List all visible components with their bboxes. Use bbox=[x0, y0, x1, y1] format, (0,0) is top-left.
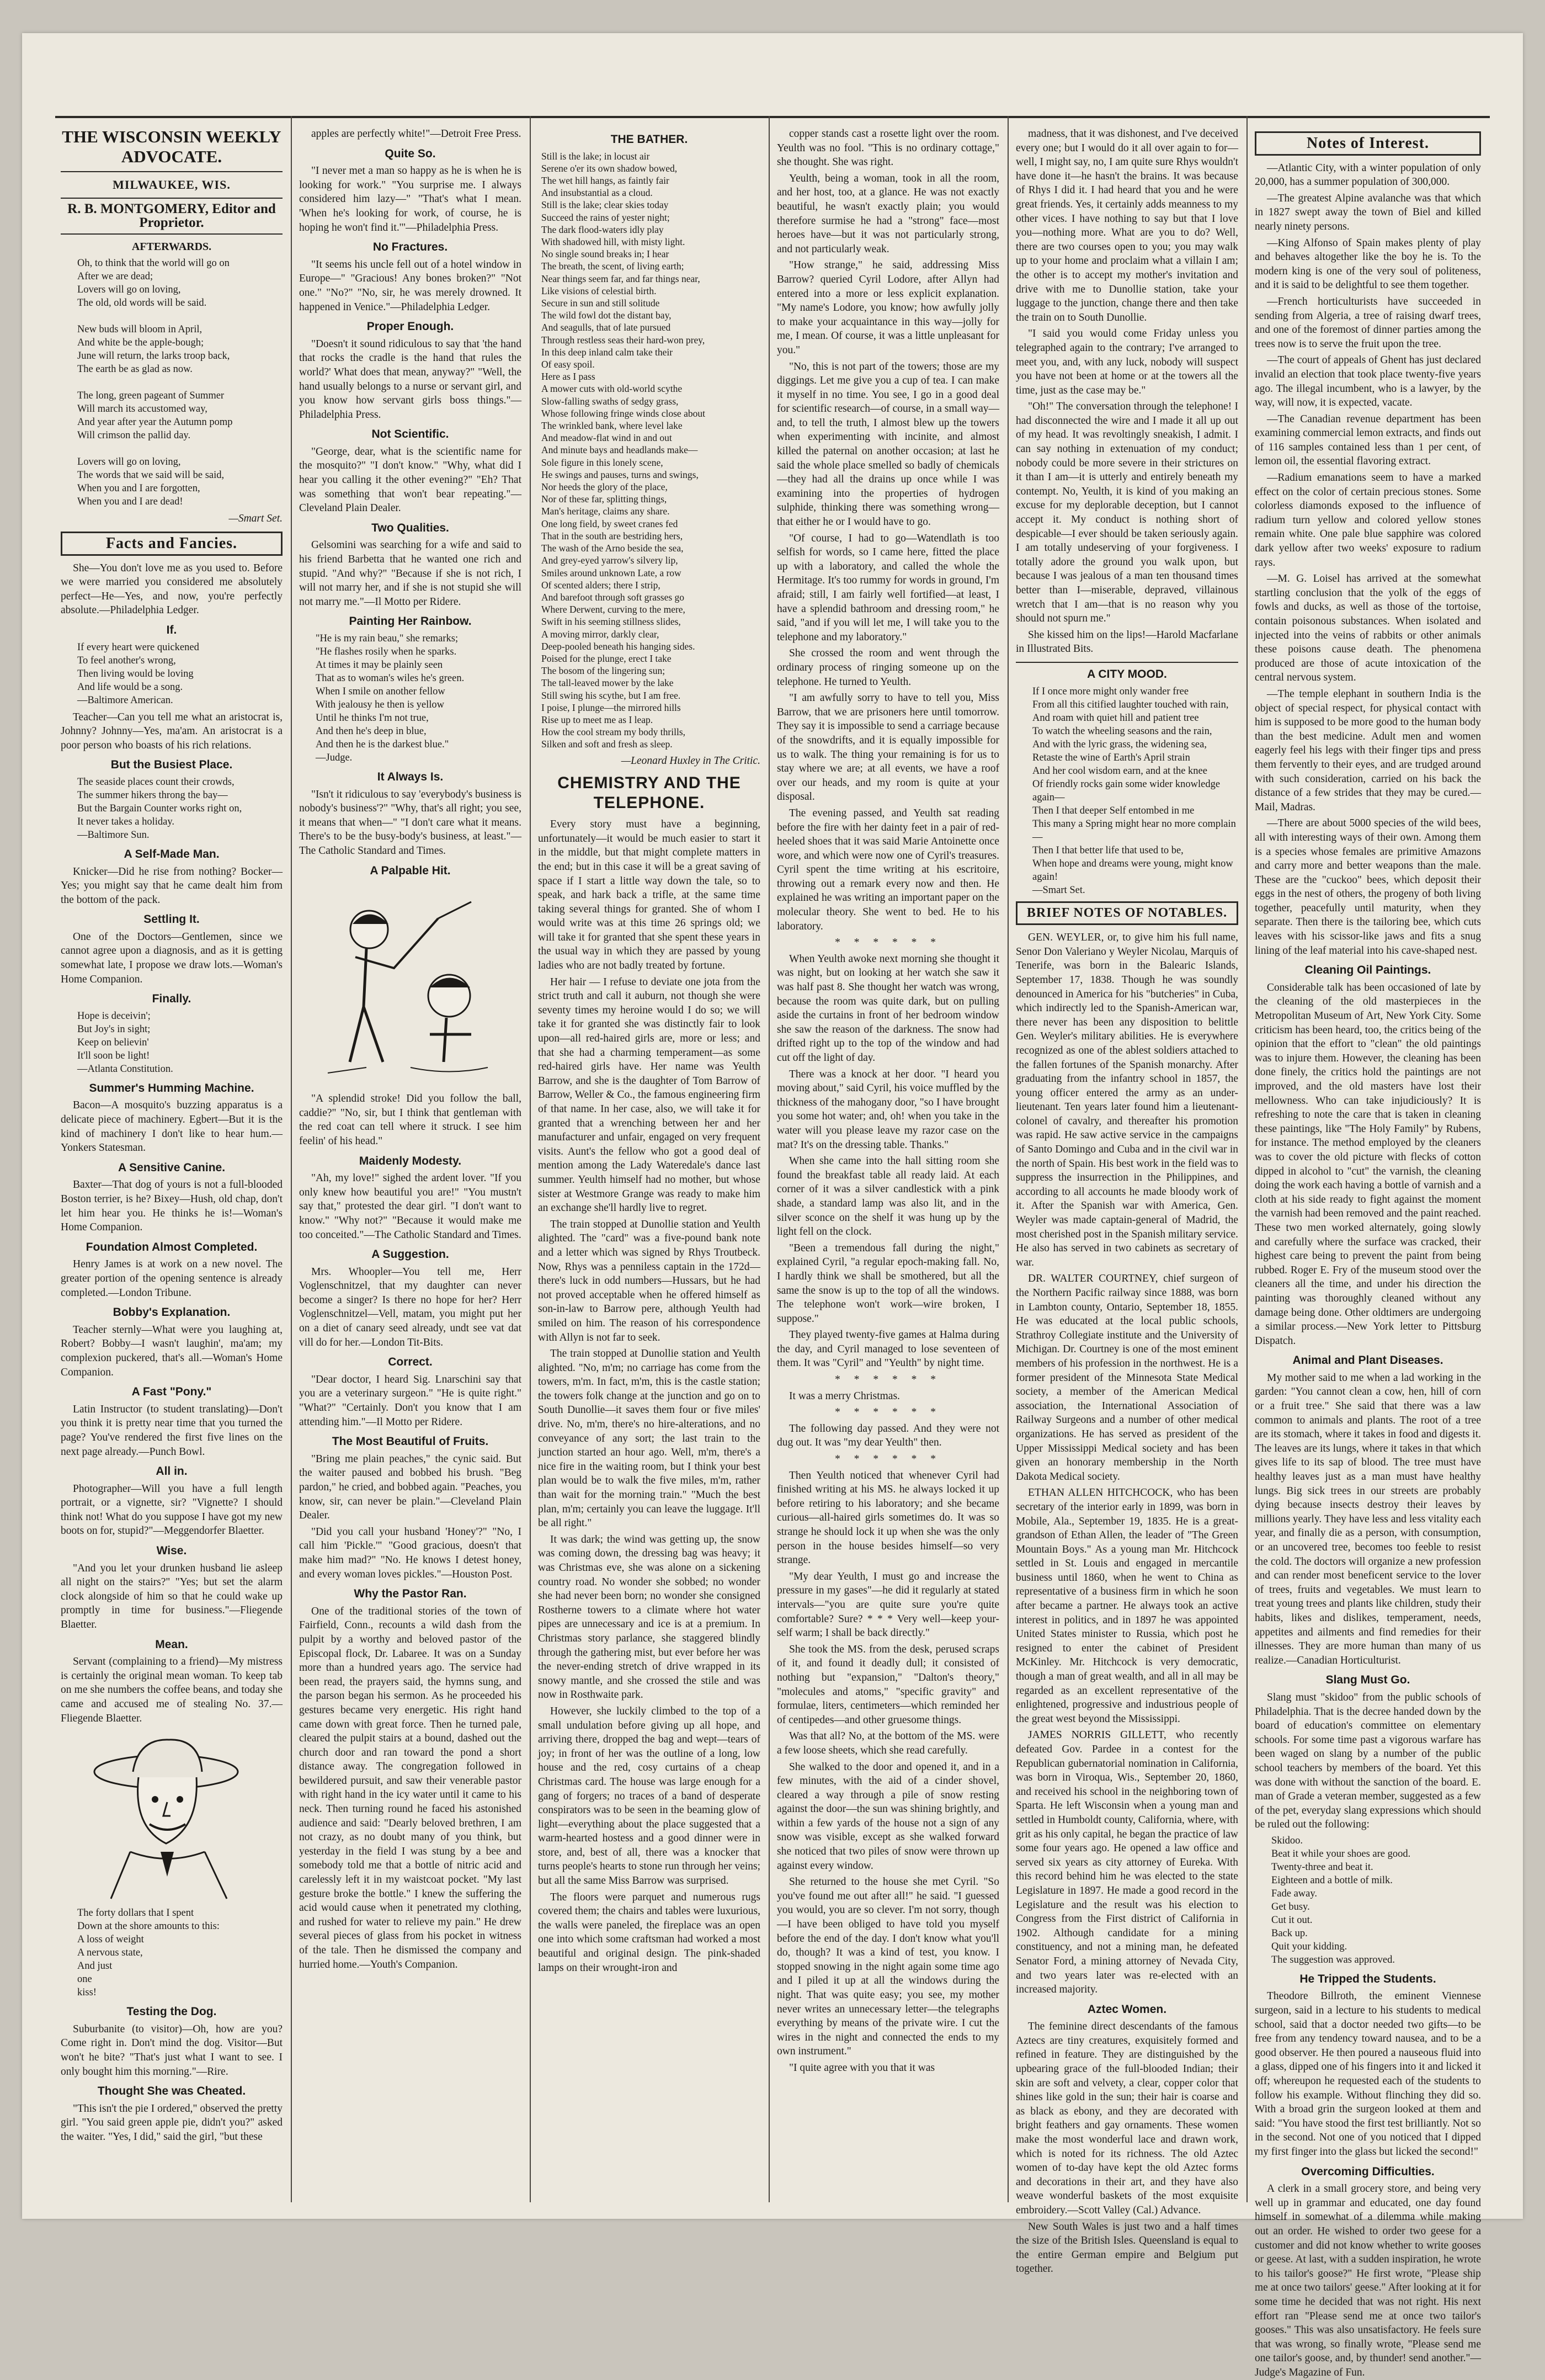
paragraph: —King Alfonso of Spain makes plenty of play and behaves altogether like the boy he is. To the modern king is one of the very soul of politeness, and it is said to be delightful to see them together. bbox=[1255, 237, 1481, 291]
paragraph: She took the MS. from the desk, perused scraps of it, and found it deadly dull; it consisted of nothing but "expansion," "Dalton's theory," "molecules and atoms," "specific gravity" and formulae, liters, centimeters—which reminded her of centipedes—and other gruesome things. bbox=[777, 1643, 999, 1726]
masthead-title: THE WISCONSIN WEEKLY ADVOCATE. bbox=[61, 127, 283, 172]
paragraph: New South Wales is just two and a half times the size of the British Isles. Queensland is equal to the entire German empire and Belgium put together. bbox=[1016, 2220, 1238, 2275]
paragraph: —The greatest Alpine avalanche was that which in 1827 swept away the town of Biel and killed nearly ninety persons. bbox=[1255, 192, 1481, 232]
top-rule bbox=[55, 116, 1490, 118]
paragraph: apples are perfectly white!"—Detroit Free Press. bbox=[311, 128, 521, 140]
poem: The forty dollars that I spent Down at the shore amounts to this: A loss of weight A nervous state, And just one kiss! bbox=[77, 1908, 220, 1999]
paragraph: "Doesn't it sound ridiculous to say that 'the hand that rocks the cradle is the hand that rules the world?' What does that mean, anyway?" "Well, the hand usually belongs to a nurse or servant girl, and you know how servant girls boss things."—Philadelphia Press. bbox=[299, 338, 521, 421]
paragraph: —The temple elephant in southern India is the object of special respect, for physical contact with him is supposed to be more good to the human body than the best medicine. Adult men and women eagerly feel his legs with their finger tips and press them fervently to their eyes, and are trudged around with such consideration, carried on his back the distance of a few strides that they may be cured.—Mail, Madras. bbox=[1255, 688, 1481, 813]
paragraph: Suburbanite (to visitor)—Oh, how are you? Come right in. Don't mind the dog. Visitor—But won't he bite? "That's just what I want to see. I only bought him this morning."—Rire. bbox=[61, 2023, 283, 2078]
paragraph: She walked to the door and opened it, and in a few minutes, with the aid of a cinder shovel, cleared a way through a pile of snow resting against the door—the sun was shining brightly, and within a few yards of the house not a sign of any snow was visible, except as she walked forward she noticed that two piles of snow were thrown up against every window. bbox=[777, 1761, 999, 1872]
cartoon-man-illustration bbox=[72, 1733, 271, 1899]
paragraph: —M. G. Loisel has arrived at the somewhat startling conclusion that the yolk of the eggs of fowls and ducks, as well as those of the tortoise, contain poisonous substances. When isolated and injected into the veins of rabbits or other animals these poisons cause death. The phenomena produced are those of acute intoxication of the central nervous system. bbox=[1255, 573, 1481, 684]
paragraph: "It seems his uncle fell out of a hotel window in Europe—" "Gracious! Any bones broken?" "Not one." "No?" "No, sir, he was merely drowned. It happened in Venice."—Philadelphia Ledger. bbox=[299, 258, 521, 313]
section-break: * * * * * * bbox=[835, 1374, 941, 1386]
article-title: A Suggestion. bbox=[371, 1248, 449, 1261]
paragraph: Considerable talk has been occasioned of late by the cleaning of the old masterpieces in the Metropolitan Museum of Art, New York City. Some criticism has been heard, too, the critics being of the opinion that the effort to "clean" the old paintings was to injure them. However, the cleaning has been done finely, the critics hold the paintings are not improved, and the old masters have lost their mellowness. Who can take injudiciously? It is refreshing to note the care that is taken in cleaning these paintings, like "The Holy Family" by Rubens, for instance. The method employed by the cleaners was to cover the old picture with flecks of cotton dipped in alcohol to "cut" the varnish, the cleaning doing the work each having a bottle of varnish and a cloth at his side ready to fight against the moment the varnish had been removed and the paint reached. These two men worked alternately, going slowly and carefully where the surface was cracked, their highest care being to prevent the paint from being rubbed. Roger E. Fry of the museum stood over the cleaners all the time, and under his direction the painting was thoroughly cleaned without any damage being done. Other oldtimers are undergoing a similar process.—New York letter to Pittsburg Dispatch. bbox=[1255, 981, 1481, 1347]
article-title: But the Busiest Place. bbox=[110, 758, 233, 772]
paragraph: The floors were parquet and numerous rugs covered them; the chairs and tables were luxurious, the walls were paneled, the fireplace was an open one into which some craftsman had worked a most beautiful and original design. The pink-shaded lamps on their wrought-iron and bbox=[538, 1891, 760, 1974]
newspaper-page bbox=[22, 33, 1523, 2378]
paragraph: —French horticulturists have succeeded in sending from Algeria, a tree of raising dwarf trees, and one of the foremost of dinner parties among the trees now is to serve the fruit upon the tree. bbox=[1255, 295, 1481, 350]
paragraph: "This isn't the pie I ordered," observed the pretty girl. "You said green apple pie, didn't you?" asked the waiter. "Yes, I did," said the girl, "but these bbox=[61, 2102, 283, 2143]
paragraph: Gelsomini was searching for a wife and said to his friend Barbetta that he wanted one rich and stupid. "And why?" "Because if she is not rich, I will not marry her, and if she is not stupid she will not marry me."—Il Motto per Ridere. bbox=[299, 539, 521, 608]
paragraph: "I never met a man so happy as he is when he is looking for work." "You surprise me. I always considered him lazy—" "That's what I mean. 'When he's looking for work, of course, he is hoping he won't find it.'"—Philadelphia Press. bbox=[299, 165, 521, 233]
masthead bbox=[61, 127, 283, 235]
paragraph: Teacher—Can you tell me what an aristocrat is, Johnny? Johnny—Yes, ma'am. An aristocrat is a poor person who boasts of his rich relations. bbox=[61, 711, 283, 751]
article-title: Correct. bbox=[388, 1356, 433, 1369]
golf-cartoon-illustration bbox=[311, 885, 510, 1084]
paragraph: "A splendid stroke! Did you follow the ball, caddie?" "No, sir, but I think that gentleman with the red coat can tell where it struck. I see him feelin' of his head." bbox=[299, 1093, 521, 1147]
section-header: BRIEF NOTES OF NOTABLES. bbox=[1016, 901, 1238, 926]
article-title: Testing the Dog. bbox=[126, 2005, 217, 2018]
paragraph: Her hair — I refuse to deviate one jota from the strict truth and call it auburn, not though she were seventy times my heroine would I do so; we will take it for granted she was distinctly fair to look upon—all red-haired girls are, more or less; and that she had a charming temperament—as some red-haired girls have. Her name was Yeulth Barrow, and she is the daughter of Tom Barrow of Barrow, Weller & Co., the famous engineering firm of that name. In her case, also, we will take it for granted that a wrenching between her and her manufacturer and unfair, engaged on very frequent visits. Aunt's the fellow who got a good deal of mention among the Lady Wateredale's dance last summer. Yeulth himself had no mother, but whose sister at Westmore Grange was ready to make him an exchange she'll hardly live to regret. bbox=[538, 976, 760, 1214]
paragraph: The train stopped at Dunollie station and Yeulth alighted. The "card" was a five-pound bank note and a letter which was signed by Rhys Troutbeck. Now, Rhys was a penniless captain in the 172d—there's luck in odd numbers—Hussars, but he had not proved acceptable when he offered himself as son-in-law to Barrow pere, although Yeulth had smiled on him. The reason of his correspondence with Allyn is not far to seek. bbox=[538, 1218, 760, 1343]
article-title: Why the Pastor Ran. bbox=[354, 1587, 467, 1601]
paragraph: "George, dear, what is the scientific name for the mosquito?" "I don't know." "Why, what did I hear you calling it the other evening?" "Eh? That was something that won't bear repeating."—Cleveland Plain Dealer. bbox=[299, 445, 521, 514]
column-5 bbox=[1016, 127, 1238, 2275]
poem: If I once more might only wander free From all this citified laughter touched with rain, And roam with quiet hill and patient tree To watch the wheeling seasons and the rain, And with the lyric grass, the widening sea, Retaste the wine of Earth's April strain And her cool wisdom earn, and at the knee Of friendly rocks gain some wider knowledge again— Then I that deeper Self entombed in me This many a Spring might hear no more complain— Then I that better life that used to be, When hope and dreams were young, might know again! —Smart Set. bbox=[1032, 686, 1236, 896]
article-title: A Fast "Pony." bbox=[131, 1385, 212, 1399]
article-title: A CITY MOOD. bbox=[1016, 662, 1238, 682]
section-break: * * * * * * bbox=[835, 1453, 941, 1465]
masthead-place: MILWAUKEE, WIS. bbox=[113, 178, 231, 192]
article-title: A Self-Made Man. bbox=[124, 847, 220, 860]
paragraph: —There are about 5000 species of the wild bees, all with interesting ways of their own. Among them is a species whose females are primitive Amazons and carry more and better weapons than the male. These are the "cuckoo" bees, which deposit their eggs in the nest of others, the progeny of both living together, peacefully until maturity, when they separate. Then there is the tailoring bee, which cuts leaves with his scissor-like jaws and fits a snug lining of the leaf material into his cave-shaped nest. bbox=[1255, 817, 1481, 957]
masthead-editor: R. B. MONTGOMERY, Editor and Proprietor. bbox=[61, 198, 283, 235]
paragraph: Baxter—That dog of yours is not a full-blooded Boston terrier, is he? Bixey—Hush, old chap, don't let him hear you. He thinks he is!—Woman's Home Companion. bbox=[61, 1179, 283, 1234]
article-title: Overcoming Difficulties. bbox=[1301, 2165, 1435, 2178]
paragraph: "I said you would come Friday unless you telegraphed again to the contrary; I've arranged to meet you, and, with any luck, nobody will suspect you have not been at home or at the towers all the time, just as the case may be." bbox=[1016, 328, 1238, 396]
section-header: Facts and Fancies. bbox=[61, 532, 283, 556]
paragraph: —The Canadian revenue department has been examining commercial lemon extracts, and finds out of 116 samples contained less than 1 per cent, of lemon oil, the essential flavoring extract. bbox=[1255, 413, 1481, 468]
paragraph: It was dark; the wind was getting up, the snow was coming down, the dressing bag was heavy; it was Christmas eve, she was alone on a sickening country road. No wonder she sobbed; no wonder she had never been born; no wonder she consigned Rostherne towers to a climate where hot water pipes are unnecessary and ice is at a premium. In Christmas story parlance, she staggered blindly through the gathering mist, but ever before her was the never-ending stretch of drive wrapped in its snowy mantle, and she crossed the stile and was now in Rosthwaite park. bbox=[538, 1533, 760, 1701]
paragraph: Servant (complaining to a friend)—My mistress is certainly the original mean woman. To keep tab on me she numbers the coffee beans, and today she came and accused me of stealing No. 37.—Fliegende Blaetter. bbox=[61, 1656, 283, 1724]
paragraph: "How strange," he said, addressing Miss Barrow? queried Cyril Lodore, after Allyn had entered into a more or less explicit explanation. "My name's Lodore, you know; how awfully jolly to make your acquaintance in this way—jolly for me, I mean. Of course, it was a little unpleasant for you." bbox=[777, 259, 999, 356]
article-title: If. bbox=[166, 623, 177, 636]
paragraph: "Of course, I had to go—Watendlath is too selfish for words, so I came here, fitted the place up with a laboratory, and called the whole the Hermitage. It's too rummy for words in ground, I'm afraid; still, I am fairly well fortified—at least, I have a splendid bathroom and dressing room," he said, "and if you will let me, I will take you to the telephone and my laboratory." bbox=[777, 532, 999, 643]
paragraph: When she came into the hall sitting room she found the breakfast table all ready laid. At each corner of it was a silver candlestick with a pink shade, a standard lamp was also lit, and in the silver sconce on the shelf it was hung up by the light fell on the clock. bbox=[777, 1155, 999, 1238]
article-title: Bobby's Explanation. bbox=[113, 1306, 231, 1319]
paragraph: Then Yeulth noticed that whenever Cyril had finished writing at his MS. he always locked it up before retiring to his laboratory; and she became curious—all-haired girls sometimes do. It was so strange he should lock it up when she was the only person in the house besides himself—so very strange. bbox=[777, 1469, 999, 1566]
column-4 bbox=[777, 127, 999, 2202]
article-title: Quite So. bbox=[385, 147, 436, 160]
article-title: Not Scientific. bbox=[371, 428, 449, 441]
slang-list: Skidoo. Beat it while your shoes are good. Twenty-three and beat it. Eighteen and a bottle of milk. Fade away. Get busy. Cut it out. Back up. Quit your kidding. The suggestion was approved. bbox=[1271, 1835, 1411, 1965]
paragraph: Bacon—A mosquito's buzzing apparatus is a delicate piece of machinery. Egbert—But it is the kind of machinery I don't like to hear hum.—Yonkers Statesman. bbox=[61, 1099, 283, 1154]
paragraph: The following day passed. And they were not dug out. It was "my dear Yeulth" then. bbox=[777, 1422, 999, 1449]
paragraph: "No, this is not part of the towers; those are my diggings. Let me give you a cup of tea. I can make it myself in no time. You see, I go in a good deal for scientific research—of course, in a small way—and, to tell the truth, I almost blew up the towers when experimenting with incinite, and almost killed the paternal on another occasion; at last he said the whole place smelled so badly of chemicals—they had all the drains up once while I was examining into the properties of hydrogen sulphide, thinking there was something wrong—that either he or I would have to go. bbox=[777, 360, 999, 528]
article-title: Mean. bbox=[155, 1638, 188, 1651]
paragraph: Slang must "skidoo" from the public schools of Philadelphia. That is the decree handed down by the board of education's committee on elementary schools. For some time past a vigorous warfare has been waged on slang by a number of the public school teachers by members of the board. Yet this was done with without the sanction of the board. E. man of Grade a veteran member, suggested as a few of the pet, everyday slang expressions which should be ruled out the following: bbox=[1255, 1691, 1481, 1831]
article-title: Thought She was Cheated. bbox=[97, 2085, 246, 2098]
article-title: A Sensitive Canine. bbox=[118, 1161, 226, 1174]
article-title: It Always Is. bbox=[377, 771, 444, 783]
article-title: Finally. bbox=[152, 992, 191, 1006]
paragraph: "And you let your drunken husband lie asleep all night on the stairs?" "Yes; but set the alarm clock alongside of him so that he could wake up promptly in time for business."—Fliegende Blaetter. bbox=[61, 1562, 283, 1631]
column-6 bbox=[1255, 127, 1481, 2378]
paragraph: "Been a tremendous fall during the night," explained Cyril, "a regular epoch-making fall. No, I hardly think we shall be smothered, but all the same the snow is up to the top of all the windows. The telephone won't work—wire broken, I suppose." bbox=[777, 1242, 999, 1325]
paragraph: One of the traditional stories of the town of Fairfield, Conn., recounts a wild dash from the pulpit by a worthy and beloved pastor of the Episcopal flock, Dr. Labaree. It was on a Sunday more than a hundred years ago. The service had been read, the prayers said, the hymns sung, and the parson began his sermon. As he proceeded his gestures became very energetic. His right hand came down with great force. Then he turned pale, cleared the pulpit stairs at a bound, dashed out the church door and ran toward the pond a short distance away. The congregation followed in bewildered pursuit, and saw their venerable pastor with right hand in the icy water until it came to his neck. Then turning round he faced his astonished audience and said: "Dearly beloved brethren, I am not crazy, as no doubt many of you think, but yesterday in the field I was stung by a bee and somebody told me that a bottle of nitric acid and carelessly left it in my waistcoat pocket. "My last gesture broke the bottle." I knew the suffering the acid would cause when it penetrated my clothing, and rushed for water to relieve my pain." He drew several pieces of glass from his pocket in witness of the tale. Then he dismissed the company and hurried home.—Youth's Companion. bbox=[299, 1605, 521, 1970]
paragraph: copper stands cast a rosette light over the room. Yeulth was no fool. "This is no ordinary cottage," she thought. She was right. bbox=[777, 128, 999, 168]
article-title: Wise. bbox=[156, 1544, 187, 1558]
paragraph: The train stopped at Dunollie station and Yeulth alighted. "No, m'm; no carriage has come from the towers, m'm. In fact, m'm, this is the castle station; the towers folk change at the junction and go on to South Dunollie—it saves them four or five miles' drive. No, m'm, there's no hire-alterations, and no conveyance of any sort; the last train to the junction started an hour ago. Well, m'm, there's a nice fire in the waiting room, but I think your best plan would be to walk the five miles, m'm, rather than wait for the morning train." "Much the best plan, m'm; certainly you can leave the luggage. It'll be all right." bbox=[538, 1348, 760, 1529]
article-title: AFTERWARDS. bbox=[131, 240, 212, 253]
paragraph: There was a knock at her door. "I heard you moving about," said Cyril, his voice muffled by the thickness of the mahogany door, "so I have brought you some hot water; and, oh! when you take in the water will you please leave my razor case on the mat? It's on the dressing table. Thanks." bbox=[777, 1068, 999, 1151]
paragraph: "Bring me plain peaches," the cynic said. But the waiter paused and bobbed his brush. "Beg pardon," he cried, and bobbed again. "Peaches, you know, sir, can never be plain."—Cleveland Plain Dealer. bbox=[299, 1453, 521, 1522]
paragraph: However, she luckily climbed to the top of a small undulation before giving up all hope, and arriving there, dropped the bag and wept—tears of joy; in front of her was the outline of a long, low house and the red, cosy curtains of a cheap Christmas card. The house was large enough for a gang of forgers; no traces of a band of desperate conspirators was to be seen in the beaming glow of light—everything about the place suggested that a warm-hearted hostess and a good dinner were in store, and, best of all, there was a knocker that turns people's hearts to stone run through her veins; but all the same Miss Barrow was surprised. bbox=[538, 1705, 760, 1887]
column-divider bbox=[1008, 116, 1009, 2202]
paragraph: "Dear doctor, I heard Sig. Lnarschini say that you are a veterinary surgeon." "He is quite right." "What?" "Certainly. Don't you know that I am attending him."—Il Motto per Ridere. bbox=[299, 1373, 521, 1428]
paragraph: Theodore Billroth, the eminent Viennese surgeon, said in a lecture to his students to medical school, said that a doctor needed two gifts—to be free from any tendency toward nausea, and to be a good observer. He then poured a nauseous fluid into a glass, dipped one of his fingers into it and licked it off; whereupon he requested each of the students to follow his example. Without flinching they did so. With a broad grin the surgeon looked at them and said: "You have stood the first test brilliantly. Not so in the second. Not one of you noticed that I dipped my first finger into the glass but licked the second!" bbox=[1255, 1990, 1481, 2158]
article-title: Proper Enough. bbox=[366, 320, 454, 333]
paragraph: Photographer—Will you have a full length portrait, or a vignette, sir? "Vignette? I should think not! What do you suppose I have got my new boots on for, stupid?"—Meggendorfer Blaetter. bbox=[61, 1483, 283, 1537]
column-divider bbox=[1246, 116, 1248, 2202]
paragraph: It was a merry Christmas. bbox=[789, 1390, 900, 1402]
article-title: No Fractures. bbox=[372, 241, 448, 254]
article-title: Two Qualities. bbox=[371, 521, 449, 534]
column-divider bbox=[291, 116, 292, 2202]
article-title: Foundation Almost Completed. bbox=[86, 1240, 258, 1253]
article-title: A Palpable Hit. bbox=[370, 864, 451, 877]
paragraph: "Ah, my love!" sighed the ardent lover. "If you only knew how beautiful you are!" "You mustn't say that," protested the dear girl. "I don't want to know." "Why not?" "Because it would make me too conceited."—The Catholic Standard and Times. bbox=[299, 1172, 521, 1241]
paragraph: A clerk in a small grocery store, and being very well up in grammar and educated, one day found himself in somewhat of a dilemma while making out an order. He wished to order two geese for a customer and did not know whether to write gooses or geese. At last, with a sudden inspiration, he wrote to his tailor's goose?" He first wrote, "Please ship me at once two tailors' geese." After looking at it for some time he decided that was not right. His next effort ran "Please send me at once two tailor's gooses." This was also unsatisfactory. He feels sure that was wrong, so finally wrote, "Please send me one tailor's goose, and, by thunder! send another."—Judge's Magazine of Fun. bbox=[1255, 2183, 1481, 2378]
section-break: * * * * * * bbox=[835, 937, 941, 949]
paragraph: My mother said to me when a lad working in the garden: "You cannot clean a cow, hen, hill of corn or a fruit tree." She said that there was a law common to animals and plants. The root of a tree are its stomach, where it takes in food and digests it. The leaves are its lungs, where it takes in that which gives life to its sap of blood. The tree must have healthy leaves just as a man must have healthy lungs. Big sick trees in our streets are probably dying because insects destroy their leaves by millions yearly. They have less and less vitality each year, and finally die as a person, with consumption, or an uncovered tree, becomes too feeble to resist the cold. The doctors will organize a new profession and can render most beneficent service to the lover of trees, fruits and vegetables. We must learn to treat young trees and plants like children, study their habits, likes and dislikes, temperament, needs, appetites and ailments and find remedies for their illnesses. They are more human than many of us realize.—Canadian Horticulturist. bbox=[1255, 1372, 1481, 1666]
poem: The seaside places count their crowds, The summer hikers throng the bay— But the Bargain Counter works right on, It never takes a holiday. —Baltimore Sun. bbox=[77, 776, 242, 841]
paragraph: Knicker—Did he rise from nothing? Bocker—Yes; you might say that he came dealt him from the bottom of the pack. bbox=[61, 865, 283, 906]
article-title: THE BATHER. bbox=[610, 133, 688, 146]
poem: Hope is deceivin'; But Joy's in sight; Keep on believin' It'll soon be light! —Atlanta Constitution. bbox=[77, 1010, 173, 1075]
paragraph: GEN. WEYLER, or, to give him his full name, Senor Don Valeriano y Weyler Nicolau, Marquis of Tenerife, was born in the Balearic Islands, September 17, 1838. Though he was soundly denounced in America for his "butcheries" in Cuba, which indirectly led to the Spanish-American war, there never has been any disposition to belittle Gen. Weyler's military abilities. He is everywhere recognized as one of the ablest soldiers attached to the fallen fortunes of the Spanish monarchy. After graduating from the infantry school in 1857, the young officer entered the army as an under-lieutenant. Ten years later found him a lieutenant-colonel of cavalry, and thereafter his promotion was rapid. He saw active service in the campaigns of Santo Domingo and Cuba and in the civil war in the north of Spain. His best work in the field was to suppress the insurrection in the Philippines, and according to all accounts he made bloody work of it. After the Spanish war with America, Gen. Weyler was made captain-general of Madrid, the most cherished post in the Spanish military service. He also has served in two cabinets as secretary of war. bbox=[1016, 932, 1238, 1268]
paragraph: —Radium emanations seem to have a marked effect on the color of certain precious stones. Some colorless diamonds exposed to the influence of radium turn yellow and colored yellow stones remain white. One pale blue sapphire was colored dark yellow after two weeks' exposure to radium rays. bbox=[1255, 472, 1481, 569]
paragraph: Mrs. Whoopler—You tell me, Herr Voglenschnitzel, that my daughter can never become a singer? Is there no hope for her? Herr Voglenschnitzel—Vell, matam, you might put her on a diet of canary seed already, undt see vat dat vill do for her.—London Tit-Bits. bbox=[299, 1266, 521, 1348]
column-divider bbox=[530, 116, 531, 2202]
poem: Oh, to think that the world will go on After we are dead; Lovers will go on loving, The old, old words will be said. New buds will bloom in April, And white be the apple-bough; June will return, the larks troop back, The earth be as glad as now. The long, green pageant of Summer Will march its accustomed way, And year after year the Autumn pomp Will crimson the pallid day. Lovers will go on loving, The words that we said will be said, When you and I are forgotten, When you and I are dead! bbox=[77, 258, 233, 508]
paragraph: They played twenty-five games at Halma during the day, and Cyril managed to lose seventeen of them. It was "Cyril" and "Yeulth" by night time. bbox=[777, 1329, 999, 1369]
paragraph: She returned to the house she met Cyril. "So you've found me out after all!" he said. "I guessed you would, you are so clever. I'm not sorry, though—I have been obliged to have told you myself before the end of the day. I don't know what you'll do, though? It was a kind of test, you know. I stopped snowing in the night again some time ago and I piled it up at all the windows during the night. That was quite easy; you see, my mother never writes an unnecessary letter—the telegraphs everything by means of the private wire. I cut the wires in the night and connected the ends to my own instrument." bbox=[777, 1876, 999, 2058]
poem: If every heart were quickened To feel another's wrong, Then living would be loving And life would be a song. —Baltimore American. bbox=[77, 641, 199, 706]
paragraph: Was that all? No, at the bottom of the MS. were a few loose sheets, which she read carefully. bbox=[777, 1730, 999, 1756]
paragraph: "I quite agree with you that it was bbox=[789, 2062, 935, 2074]
article-title: CHEMISTRY AND THE TELEPHONE. bbox=[557, 774, 741, 812]
paragraph: Henry James is at work on a new novel. The greater portion of the opening sentence is already completed.—London Tribune. bbox=[61, 1258, 283, 1299]
article-title: Painting Her Rainbow. bbox=[349, 615, 472, 628]
article-title: Maidenly Modesty. bbox=[359, 1154, 462, 1167]
article-title: Settling It. bbox=[143, 913, 200, 926]
column-3 bbox=[538, 127, 760, 2202]
article-title: Summer's Humming Machine. bbox=[89, 1081, 254, 1095]
paragraph: She—You don't love me as you used to. Before we were married you considered me absolutely perfect—He—Yes, and now, you're perfectly absolute.—Philadelphia Ledger. bbox=[61, 562, 283, 617]
paragraph: The feminine direct descendants of the famous Aztecs are tiny creatures, exquisitely formed and refined in feature. They are distinguished by the upbearing grace of the full-blooded Indian; their skin are soft and velvety, a clear, copper color that shines like gold in the sun; their hair is coarse and as black as ebony, and they are decorated with bright feathers and gay ornaments. These women make the most wonderful lace and drawn work, which is noted for its richness. The old Aztec women of to-day have kept the old Aztec forms and decorations in their art, and they have also weave wonderful baskets of the most exquisite embroidery.—Scott Valley (Cal.) Advance. bbox=[1016, 2021, 1238, 2216]
paragraph: Yeulth, being a woman, took in all the room, and her host, too, at a glance. He was not exactly beautiful, he wasn't exactly plain; you would therefore surmise he had a "strong" face—most heroes have—but it was not particularly strong, and not particularly weak. bbox=[777, 172, 999, 255]
paragraph: Teacher sternly—What were you laughing at, Robert? Bobby—I wasn't laughin', ma'am; my complexion puckered, that's all.—Woman's Home Companion. bbox=[61, 1324, 283, 1378]
paragraph: She kissed him on the lips!—Harold Macfarlane in Illustrated Bits. bbox=[1016, 629, 1238, 655]
article-title: All in. bbox=[156, 1465, 188, 1478]
credit: —Smart Set. bbox=[228, 513, 283, 525]
paragraph: "My dear Yeulth, I must go and increase the pressure in my gases"—he did it regularly at stated intervals—"you are quite sure you're quite comfortable? Sure? * * * Very well—keep your-self warm; I shall be back directly." bbox=[777, 1570, 999, 1639]
poem: Still is the lake; in locust air Serene o'er its own shadow bowed, The wet hill hangs, as faintly fair And insubstantial as a cloud. Still is the lake; clear skies today Succeed the rains of yester night; The dark flood-waters idly play With shadowed hill, with misty light. No single sound breaks in; I hear The breath, the scent, of living earth; Near things seem far, and far things near, Like visions of celestial birth. Secure in sun and still solitude The wild fowl dot the distant bay, And seagulls, that of late pursued Through restless seas their hard-won prey, In this deep inland calm take their Of easy spoil. Here as I pass A mower cuts with old-world scythe Slow-falling swaths of sedgy grass, Whose following fringe winds close about The wrinkled bank, where level lake And meadow-flat wind in and out And minute bays and headlands make— Sole figure in this lonely scene, He swings and pauses, turns and swings, Nor heeds the glory of the place, Nor of these far, splitting things, Man's heritage, claims any share. One long field, by sweet cranes fed That in the south are bestriding hers, The wash of the Arno beside the sea, And grey-eyed yarrow's silvery lip, Smiles around unknown Late, a row Of scented alders; there I strip, And barefoot through soft grasses go Where Derwent, curving to the mere, Swift in his seeming stillness slides, A moving mirror, darkly clear, Deep-pooled beneath his hanging sides. Poised for the plunge, erect I take The bosom of the lingering sun; The tall-leaved mower by the lake Still swing his scythe, but I am free. I poise, I plunge—the mirrored hills Rise up to meet me as I leap. How the cool stream my body thrills, Silken and soft and fresh as sleep. bbox=[541, 150, 705, 750]
section-break: * * * * * * bbox=[835, 1406, 941, 1419]
paragraph: —The court of appeals of Ghent has just declared invalid an election that took place twenty-five years ago. The illegal incumbent, who is a lawyer, by the way, will now, it is expected, vacate. bbox=[1255, 354, 1481, 409]
column-2 bbox=[299, 127, 521, 2202]
article-title: Animal and Plant Diseases. bbox=[1292, 1354, 1443, 1367]
paragraph: JAMES NORRIS GILLETT, who recently defeated Gov. Pardee in a contest for the Republican gubernatorial nomination in California, was born in Viroqua, Wis., September 20, 1860, and received his school in the neighboring town of Sparta. He left Wisconsin when a young man and settled in Humboldt county, California, where, with grit as his only capital, he began the practice of law some four years ago. He opened a law office and served six years as city attorney of Eureka. With this record behind him he was elected to the state Legislature in 1897. He made a good record in the Legislature and the result was his election to Congress from the First district of California in 1902. Although candidate for a mining constituency, and not a mining man, he defeated Senator Ford, a mining attorney of Nevada City, and two years later was re-elected with an increased majority. bbox=[1016, 1729, 1238, 1996]
paragraph: Every story must have a beginning, unfortunately—it would be much easier to start it in the middle, but that might complete matters in the end; but in this case it will be a great saving of space if I start a little way down the tale, so to speak, and hark back a trifle, at the same time taking several things for granted. She of whom I would write was at this time 26 springs old; we will take it for granted that she spent these years in the usual way in which they are passed by young ladies who are not badly treated by fortune. bbox=[538, 819, 760, 972]
credit: —Leonard Huxley in The Critic. bbox=[621, 755, 760, 767]
paragraph: "Isn't it ridiculous to say 'everybody's business is nobody's business'?" "Why, that's all right; you see, it means that when—" "I don't care what it means. There's to be the busy-body's business, at least."—The Catholic Standard and Times. bbox=[299, 788, 521, 857]
column-1 bbox=[61, 127, 283, 2202]
paragraph: The evening passed, and Yeulth sat reading before the fire with her dainty feet in a pair of red-heeled shoes that it was said Marie Antoinette once wore, and which were now one of Cyril's treasures. Cyril spent the time writing at his escritoire, throwing out a remark every now and then. He explained he was writing an important paper on the molecular theory. She went to bed. He to his laboratory. bbox=[777, 807, 999, 932]
article-title: Aztec Women. bbox=[1087, 2002, 1167, 2016]
paragraph: "Oh!" The conversation through the telephone! I had disconnected the wire and I made it all up out of my head. It was revoltingly sneakish, I admit. I can say nothing in extenuation of my conduct; nobody could be more severe in their strictures on it than I am—it is utterly and entirely beneath my contempt. No, Yeulth, it is kind of you making an excuse for my deplorable deception, but I cannot accept it. My conduct is nothing short of despicable—I ever should be taken seriously again. I am totally undeserving of your forgiveness. I totally adore the ground you walk upon, but because I was jealous of a man ten thousand times better than I—miserable, depraved, villainous wretch that I am—that is no reason why you should not spurn me." bbox=[1016, 401, 1238, 625]
poem: "He is my rain beau," she remarks; "He flashes rosily when he sparks. At times it may be plainly seen That as to woman's wiles he's green. When I smile on another fellow With jealousy he then is yellow Until he thinks I'm not true, And then he's deep in blue, And then he is the darkest blue." —Judge. bbox=[316, 633, 465, 763]
article-title: Cleaning Oil Paintings. bbox=[1304, 964, 1431, 977]
paragraph: "Did you call your husband 'Honey'?" "No, I call him 'Pickle.'" "Good gracious, doesn't that make him mad?" "No. He knows I detest honey, and every woman loves pickles."—Houston Post. bbox=[299, 1526, 521, 1580]
section-header: Notes of Interest. bbox=[1255, 131, 1481, 156]
article-title: Slang Must Go. bbox=[1325, 1674, 1410, 1687]
paragraph: madness, that it was dishonest, and I've deceived every one; but I would do it all over again to for—well, I might say, no, I am quite sure Rhys wouldn't have done it—he hasn't the brains. It was because of Rhys I did it. I had heard that you and he were great friends. Yes, it certainly adds meanness to my other vices. I have nothing to say but that I love you—nothing more. What are you to do? Well, there are two courses open to you; you may walk up to your home and proclaim what a villain I am; the other is to accept my mother's invitation and drive with me to Dunollie station, take your luggage to the junction, change there and then take the train on to South Dunollie. bbox=[1016, 128, 1238, 323]
paragraph: —Atlantic City, with a winter population of only 20,000, has a summer population of 300,000. bbox=[1255, 162, 1481, 188]
paragraph: Latin Instructor (to student translating)—Don't you think it is pretty near time that you turned the page? You've rendered the first five lines on the next page already.—Punch Bowl. bbox=[61, 1403, 283, 1458]
paragraph: One of the Doctors—Gentlemen, since we cannot agree upon a diagnosis, and as it is getting somewhat late, I propose we draw lots.—Woman's Home Companion. bbox=[61, 931, 283, 985]
paragraph: ETHAN ALLEN HITCHCOCK, who has been secretary of the interior early in 1899, was born in Mobile, Ala., September 19, 1835. He is a great-grandson of Ethan Allen, the leader of "The Green Mountain Boys." As a young man Mr. Hitchcock settled in St. Louis and engaged in mercantile business until 1860, when he went to China as representative of a business firm in which he soon after became a partner. He always took an active interest in politics, and in 1897 he was appointed United States minister to Russia, which post he resigned to enter the cabinet of President McKinley. Mr. Hitchcock is very democratic, though a man of great wealth, and all in all may be regarded as an excellent representative of the enlightened, progressive and industrious people of the great west beyond the Mississippi. bbox=[1016, 1487, 1238, 1725]
paragraph: "I am awfully sorry to have to tell you, Miss Barrow, that we are prisoners here until tomorrow. They say it is impossible to send a carriage because of the snowdrifts, and it is equally impossible for us to walk. The thing your remaining is for us to stay where we are; at all events, we have a roof over our heads, and my room is quite at your disposal. bbox=[777, 692, 999, 803]
paragraph: She crossed the room and went through the ordinary process of ringing someone up on the telephone. He turned to Yeulth. bbox=[777, 647, 999, 688]
article-title: The Most Beautiful of Fruits. bbox=[332, 1435, 489, 1448]
paragraph: When Yeulth awoke next morning she thought it was night, but on looking at her watch she saw it was half past 8. She thought her watch was wrong, because the room was quite dark, but on pulling aside the curtains in front of her bedroom window she saw the reason of the darkness. The snow had drifted right up to the top of the window and had cut off the light of day. bbox=[777, 953, 999, 1064]
paragraph: DR. WALTER COURTNEY, chief surgeon of the Northern Pacific railway since 1888, was born in Lambton county, Ontario, September 18, 1855. He was educated at the local public schools, Strathroy Collegiate institute and the University of Michigan. Dr. Courtney is one of the most eminent members of his profession in the northwest. He is a former president of the Minnesota State Medical society, a member of the American Medical association, the International Association of Railway Surgeons and a number of other medical organizations. He has served as president of the Upper Mississippi Medical society and has been given an honorary membership in the North Dakota Medical society. bbox=[1016, 1273, 1238, 1483]
column-divider bbox=[769, 116, 770, 2202]
article-title: He Tripped the Students. bbox=[1299, 1972, 1436, 1985]
